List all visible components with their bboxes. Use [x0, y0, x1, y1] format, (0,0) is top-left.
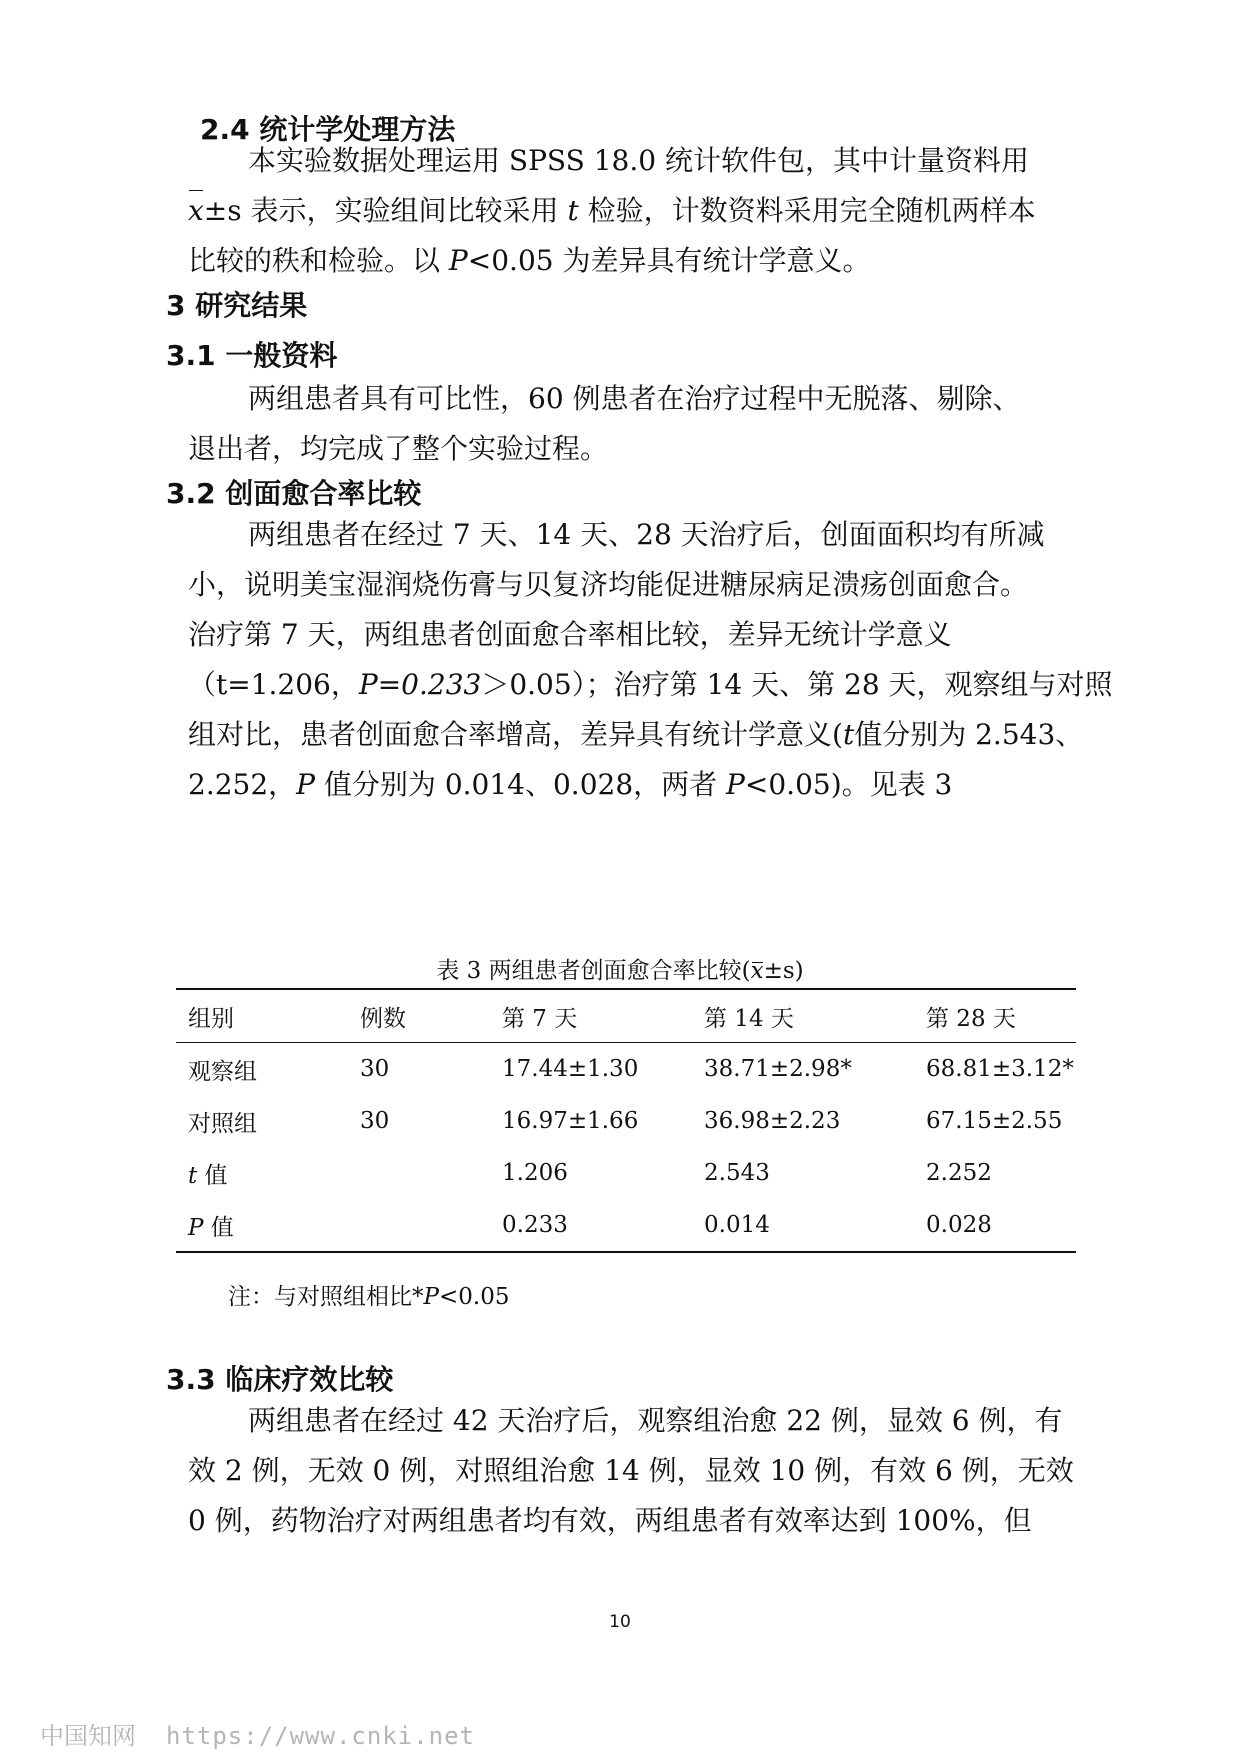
text-line — [188, 710, 1084, 760]
text-fragment: ＞0.05）；治疗第 14 天、第 28 天，观察组与对照 — [481, 668, 1113, 701]
table-cell: 2.543 — [704, 1160, 770, 1186]
italic-t: t — [567, 194, 579, 227]
column-header: 第 7 天 — [502, 1005, 578, 1032]
italic-p: P — [188, 1214, 204, 1241]
text-fragment: ±s 表示，实验组间比较采用 — [203, 194, 559, 227]
text-line: 本实验数据处理运用 SPSS 18.0 统计软件包，其中计量资料用 — [248, 144, 1029, 177]
column-header: 第 14 天 — [704, 1005, 794, 1032]
italic-p: P — [423, 1284, 439, 1310]
italic-t: t — [188, 1162, 198, 1189]
text-fragment: <0.05)。见表 3 — [744, 768, 953, 801]
text-line — [188, 760, 1064, 810]
italic-t: t — [842, 718, 855, 751]
text-line — [188, 186, 1064, 236]
table-3-caption — [0, 952, 1240, 985]
text-fragment: 组对比，患者创面愈合率增高，差异具有统计学意义( — [188, 718, 843, 751]
table-3 — [176, 988, 1076, 1253]
table-cell: 0.028 — [926, 1212, 992, 1238]
x-bar-symbol: x — [750, 958, 764, 984]
table-cell: 17.44±1.30 — [502, 1056, 639, 1082]
section-2-4-body — [188, 136, 1064, 286]
table-row — [176, 1095, 1076, 1147]
row-label: 值 — [203, 1214, 234, 1241]
note-text: <0.05 — [438, 1284, 510, 1310]
cnki-watermark — [40, 1716, 475, 1751]
text-line: 效 2 例，无效 0 例，对照组治愈 14 例，显效 10 例，有效 6 例，无效 — [188, 1454, 1074, 1487]
text-line: 两组患者具有可比性，60 例患者在治疗过程中无脱落、剔除、 — [248, 382, 1021, 415]
note-text: 注：与对照组相比* — [228, 1284, 424, 1310]
text-line: 小，说明美宝湿润烧伤膏与贝复济均能促进糖尿病足溃疡创面愈合。 — [188, 568, 1029, 601]
text-fragment: 检验，计数资料采用完全随机两样本 — [587, 194, 1036, 227]
table-cell: 68.81±3.12* — [926, 1056, 1074, 1082]
caption-text: ±s) — [763, 958, 804, 984]
column-header: 组别 — [188, 1005, 234, 1032]
text-line — [188, 660, 1113, 710]
italic-p: P — [296, 768, 316, 801]
table-cell: 0.014 — [704, 1212, 770, 1238]
table-cell — [348, 1199, 490, 1252]
section-3-heading: 3 研究结果 — [166, 289, 308, 322]
column-header: 例数 — [360, 1005, 406, 1032]
section-3-1-heading: 3.1 一般资料 — [166, 339, 338, 372]
table-cell: 观察组 — [188, 1058, 257, 1085]
text-line: 治疗第 7 天，两组患者创面愈合率相比较，差异无统计学意义 — [188, 618, 952, 651]
section-3-2-heading: 3.2 创面愈合率比较 — [166, 477, 422, 510]
table-row — [176, 1043, 1076, 1096]
section-3-3-body — [188, 1396, 1074, 1546]
table-cell: 36.98±2.23 — [704, 1108, 841, 1134]
text-fragment: 值分别为 2.543、 — [854, 718, 1084, 751]
table-row — [176, 1199, 1076, 1252]
section-3-3-heading: 3.3 临床疗效比较 — [166, 1363, 394, 1396]
text-line: 两组患者在经过 42 天治疗后，观察组治愈 22 例，显效 6 例，有 — [248, 1404, 1063, 1437]
text-fragment: （t=1.206， — [188, 668, 359, 701]
table-header-row — [176, 989, 1076, 1043]
column-header: 第 28 天 — [926, 1005, 1016, 1032]
text-fragment: 值分别为 0.014、0.028，两者 — [323, 768, 718, 801]
table-3-note — [228, 1278, 509, 1311]
row-label: 值 — [197, 1162, 228, 1189]
italic-p-value: P=0.233 — [358, 668, 482, 701]
table-row — [176, 1147, 1076, 1199]
section-3-1-body — [188, 374, 1064, 474]
text-fragment: <0.05 为差异具有统计学意义。 — [467, 244, 871, 277]
section-3-2-body — [188, 510, 1113, 810]
page-number: 10 — [609, 1612, 631, 1632]
table-cell: 0.233 — [502, 1212, 568, 1238]
italic-p: P — [448, 244, 468, 277]
x-bar-symbol: x — [188, 186, 204, 236]
table-cell — [176, 1199, 348, 1252]
text-fragment: 2.252， — [188, 768, 297, 801]
text-line — [188, 236, 1064, 286]
text-line: 退出者，均完成了整个实验过程。 — [188, 432, 609, 465]
text-line: 两组患者在经过 7 天、14 天、28 天治疗后，创面面积均有所减 — [248, 518, 1045, 551]
table-cell: 2.252 — [926, 1160, 992, 1186]
watermark-brand: 中国知网 — [40, 1722, 136, 1750]
text-fragment: 比较的秩和检验。以 — [188, 244, 441, 277]
table-cell: 30 — [360, 1056, 390, 1082]
table-cell: 67.15±2.55 — [926, 1108, 1063, 1134]
section-2-4-heading: 2.4 统计学处理方法 — [200, 113, 456, 146]
caption-text: 表 3 两组患者创面愈合率比较( — [436, 958, 751, 984]
table-cell — [176, 1147, 348, 1199]
table-cell: 对照组 — [188, 1110, 257, 1137]
table-cell: 38.71±2.98* — [704, 1056, 852, 1082]
table-cell: 1.206 — [502, 1160, 568, 1186]
text-line: 0 例，药物治疗对两组患者均有效，两组患者有效率达到 100%，但 — [188, 1504, 1032, 1537]
table-cell — [348, 1147, 490, 1199]
table-cell: 16.97±1.66 — [502, 1108, 639, 1134]
watermark-url: https://www.cnki.net — [166, 1722, 475, 1750]
table-cell: 30 — [360, 1108, 390, 1134]
italic-p: P — [726, 768, 745, 801]
